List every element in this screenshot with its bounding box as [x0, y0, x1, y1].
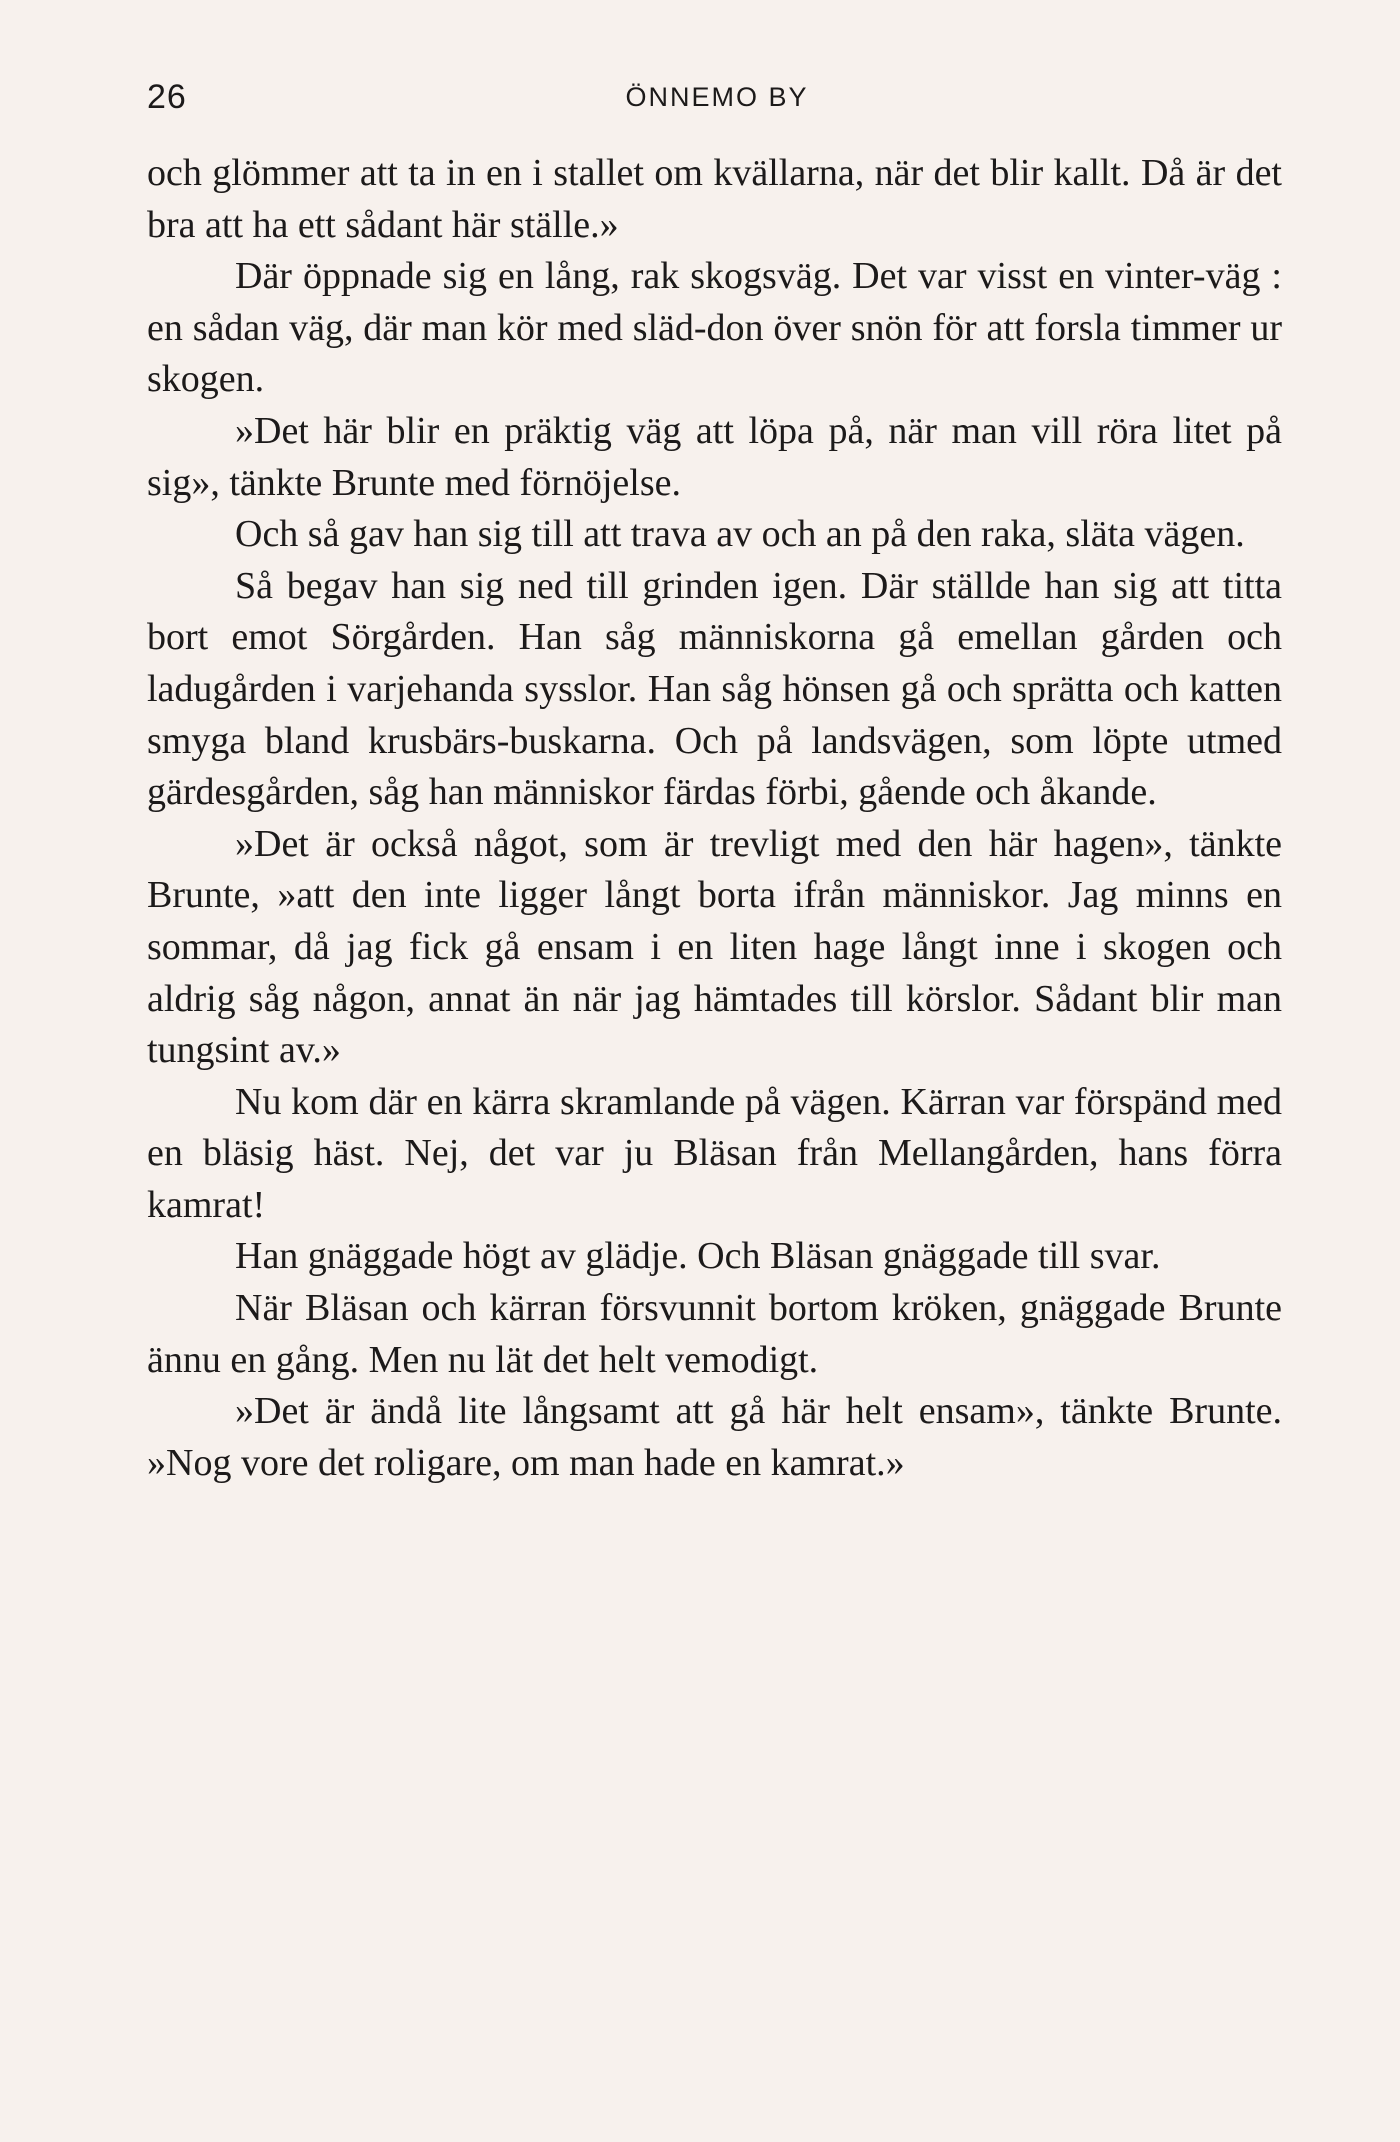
page-header — [147, 78, 1287, 128]
paragraph: »Det här blir en präktig väg att löpa på, när man vill röra litet på sig», tänkte Brunte med förnöjelse. — [147, 409, 1282, 504]
paragraph: Nu kom där en kärra skramlande på vägen. Kärran var förspänd med en bläsig häst. Nej, det var ju Bläsan från Mellangården, hans förra kamrat! — [147, 1080, 1282, 1226]
paragraph: och glömmer att ta in en i stallet om kvällarna, när det blir kallt. Då är det bra att ha ett sådant här ställe.» — [147, 152, 1282, 246]
paragraph: »Det är ändå lite långsamt att gå här helt ensam», tänkte Brunte. »Nog vore det roligare, om man hade en kamrat.» — [147, 1390, 1282, 1484]
paragraph: Där öppnade sig en lång, rak skogsväg. Det var visst en vinter-väg : en sådan väg, där man kör med släd-don över snön för att forsla timmer ur skogen. — [147, 255, 1282, 401]
paragraph: Så begav han sig ned till grinden igen. Där ställde han sig att titta bort emot Sörgården. Han såg människorna gå emellan gården och ladugården i varjehanda sysslor. Han såg hönsen gå och sprätta och katten smyga bland krusbärs-buskarna. Och på landsvägen, som löpte utmed gärdesgården, såg han människor färdas förbi, gående och åkande. — [147, 564, 1282, 814]
paragraph: »Det är också något, som är trevligt med den här hagen», tänkte Brunte, »att den inte ligger långt borta ifrån människor. Jag minns en sommar, då jag fick gå ensam i en liten hage långt inne i skogen och aldrig såg någon, annat än när jag hämtades till körslor. Sådant blir man tungsint av.» — [147, 822, 1282, 1072]
body-text — [147, 148, 1282, 1489]
running-title: ÖNNEMO BY — [625, 82, 809, 112]
paragraph: Han gnäggade högt av glädje. Och Bläsan gnäggade till svar. — [235, 1235, 1161, 1278]
page-number: 26 — [147, 78, 187, 116]
paragraph: När Bläsan och kärran försvunnit bortom kröken, gnäggade Brunte ännu en gång. Men nu lät det helt vemodigt. — [147, 1287, 1282, 1381]
paragraph: Och så gav han sig till att trava av och an på den raka, släta vägen. — [235, 513, 1245, 556]
